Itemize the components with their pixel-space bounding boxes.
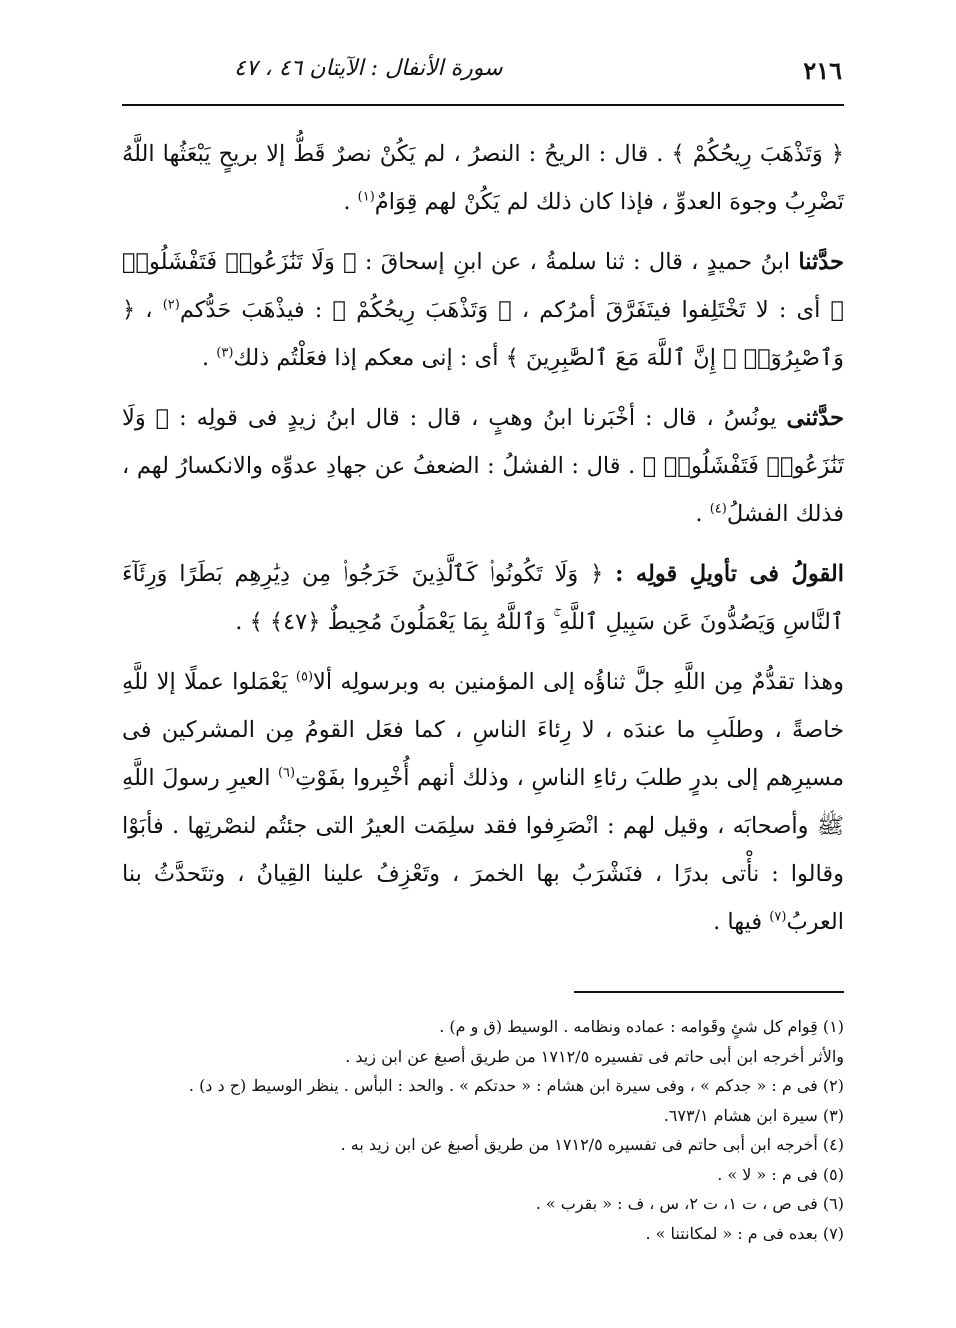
paragraph-text: وهذا تقدُّمٌ مِن اللَّهِ جلَّ ثناؤُه إلى المؤمنين به وبرسولِه ألا: [313, 669, 844, 695]
header-rule: [122, 104, 844, 106]
footnote-ref-1[interactable]: (١): [357, 189, 375, 205]
page-number: ٢١٦: [803, 56, 842, 85]
footnote-ref-5[interactable]: (٥): [295, 669, 314, 685]
paragraph-tail: .: [695, 501, 710, 527]
paragraph-text: ﴿ وَتَذْهَبَ رِيحُكُمْ ﴾ . قال : الريحُ : النصرُ ، لم يَكُنْ نصرٌ قَطُّ إلا بريحٍ يَبْعَثُها اللَّهُ تَضْرِبُ وجوهَ العدوِّ ، فإذا كان ذلك لم يَكُنْ لهم قِوَامٌ: [122, 141, 844, 215]
paragraph-lead: القولُ فى تأويلِ قولِه :: [615, 561, 844, 587]
footnote-1: (١) قِوام كل شئٍ وقَوامه : عماده ونظامه . الوسيط (ق و م) .: [439, 1017, 844, 1036]
paragraph-tail: يَعْمَلوا عملًا إلا للَّهِ خاصةً ، وطلَبِ ما عندَه ، لا رِئاءَ الناسِ ، كما فعَل القومُ مِن المشركين فى مسيرِهم إلى بدرٍ طلبَ رئاءِ الناسِ ، وذلك أنهم أُخْبِروا بفَوْتِ: [122, 669, 844, 791]
paragraph-tail: .: [343, 189, 358, 215]
main-text: [122, 130, 844, 952]
footnote-ref-7[interactable]: (٧): [769, 909, 787, 925]
paragraph-4: [122, 550, 844, 646]
footnote-7: (٧) بعده فى م : « لمكانتنا » .: [645, 1223, 844, 1243]
paragraph-5: [122, 658, 844, 946]
footnote-rule: [574, 991, 844, 993]
running-title: سورة الأنفال : الآيتان ٤٦ ، ٤٧: [234, 56, 503, 81]
footnote-ref-4[interactable]: (٤): [709, 501, 727, 517]
footnote-2: (٢) فى م : « جدكم » ، وفى سيرة ابن هشام : « حدتكم » . والحد : البأس . ينظر الوسيط (ح د د) .: [188, 1076, 844, 1095]
paragraph-text: ابنُ حميدٍ ، قال : ثنا سلمةُ ، عن ابنِ إسحاقَ : ﴿ وَلَا تَنَٰزَعُوا۟ فَتَفْشَلُوا۟ ﴾ أى : لا تَخْتَلِفوا فيتَفَرَّقَ أمرُكم ، ﴿ وَتَذْهَبَ رِيحُكُمْ ﴾ : فيذْهَبَ حَدُّكم: [122, 249, 845, 323]
footnotes: [122, 1012, 844, 1248]
footnote-1-continuation: والأثر أخرجه ابن أبى حاتم فى تفسيره ١٧١٢/٥ من طريق أصبغ عن ابن زيد .: [345, 1046, 844, 1066]
footnote-5: (٥) فى م : « لا » .: [717, 1164, 844, 1184]
footnote-6: (٦) فى ص ، ت ١، ت ٢، س ، ف : « بقرب » .: [535, 1194, 844, 1213]
footnote-ref-2[interactable]: (٢): [162, 297, 180, 313]
footnote-ref-3[interactable]: (٣): [216, 345, 234, 361]
paragraph-text: ﴿ وَلَا تَكُونُوا۟ كَٱلَّذِينَ خَرَجُوا۟ مِن دِيَٰرِهِم بَطَرًا وَرِئَآءَ ٱلنَّاسِ وَيَصُدُّونَ عَن سَبِيلِ ٱللَّهِ ۚ وَٱللَّهُ بِمَا يَعْمَلُونَ مُحِيطٌ ﴿٤٧﴾ ﴾ .: [122, 561, 844, 635]
paragraph-2: [122, 238, 844, 382]
footnote-3: (٣) سيرة ابن هشام ٦٧٣/١.: [663, 1105, 844, 1125]
paragraph-tail: .: [201, 345, 217, 371]
paragraph-tail: العيرِ رسولَ اللَّهِ ﷺ وأصحابَه ، وقيل لهم : انْصَرِفوا فقد سلِمَت العيرُ التى جئتُم لنصْرتِها . فأبَوْا وقالوا : نأْتى بدرًا ، فنَشْرَبُ بها الخمرَ ، وتَعْزِفُ علينا القِيانُ ، وتتَحدَّثُ بنا العربُ: [122, 765, 844, 935]
paragraph-text: يونُسُ ، قال : أخْبَرنا ابنُ وهبٍ ، قال : قال ابنُ زيدٍ فى قولِه : ﴿ وَلَا تَنَٰزَعُوا۟ فَتَفْشَلُوا۟ ﴾ . قال : الفشلُ : الضعفُ عن جهادِ عدوِّه والانكسارُ لهم ، فذلك الفشلُ: [122, 405, 844, 527]
page-header: [122, 52, 844, 96]
paragraph-lead: حدَّثنى: [786, 405, 844, 431]
paragraph-1: [122, 130, 844, 226]
footnote-4: (٤) أخرجه ابن أبى حاتم فى تفسيره ١٧١٢/٥ من طريق أصبغ عن ابن زيد به .: [340, 1135, 844, 1154]
paragraph-tail: ، ﴿ وَٱصْبِرُوٓا۟ ۚ إِنَّ ٱللَّهَ مَعَ ٱلصَّٰبِرِينَ ﴾ أى : إنى معكم إذا فعَلْتُم ذلك: [122, 297, 844, 371]
paragraph-lead: حدَّثنا: [798, 249, 844, 275]
paragraph-tail: فيها .: [713, 909, 770, 935]
paragraph-3: [122, 394, 844, 538]
footnote-ref-6[interactable]: (٦): [277, 765, 296, 781]
